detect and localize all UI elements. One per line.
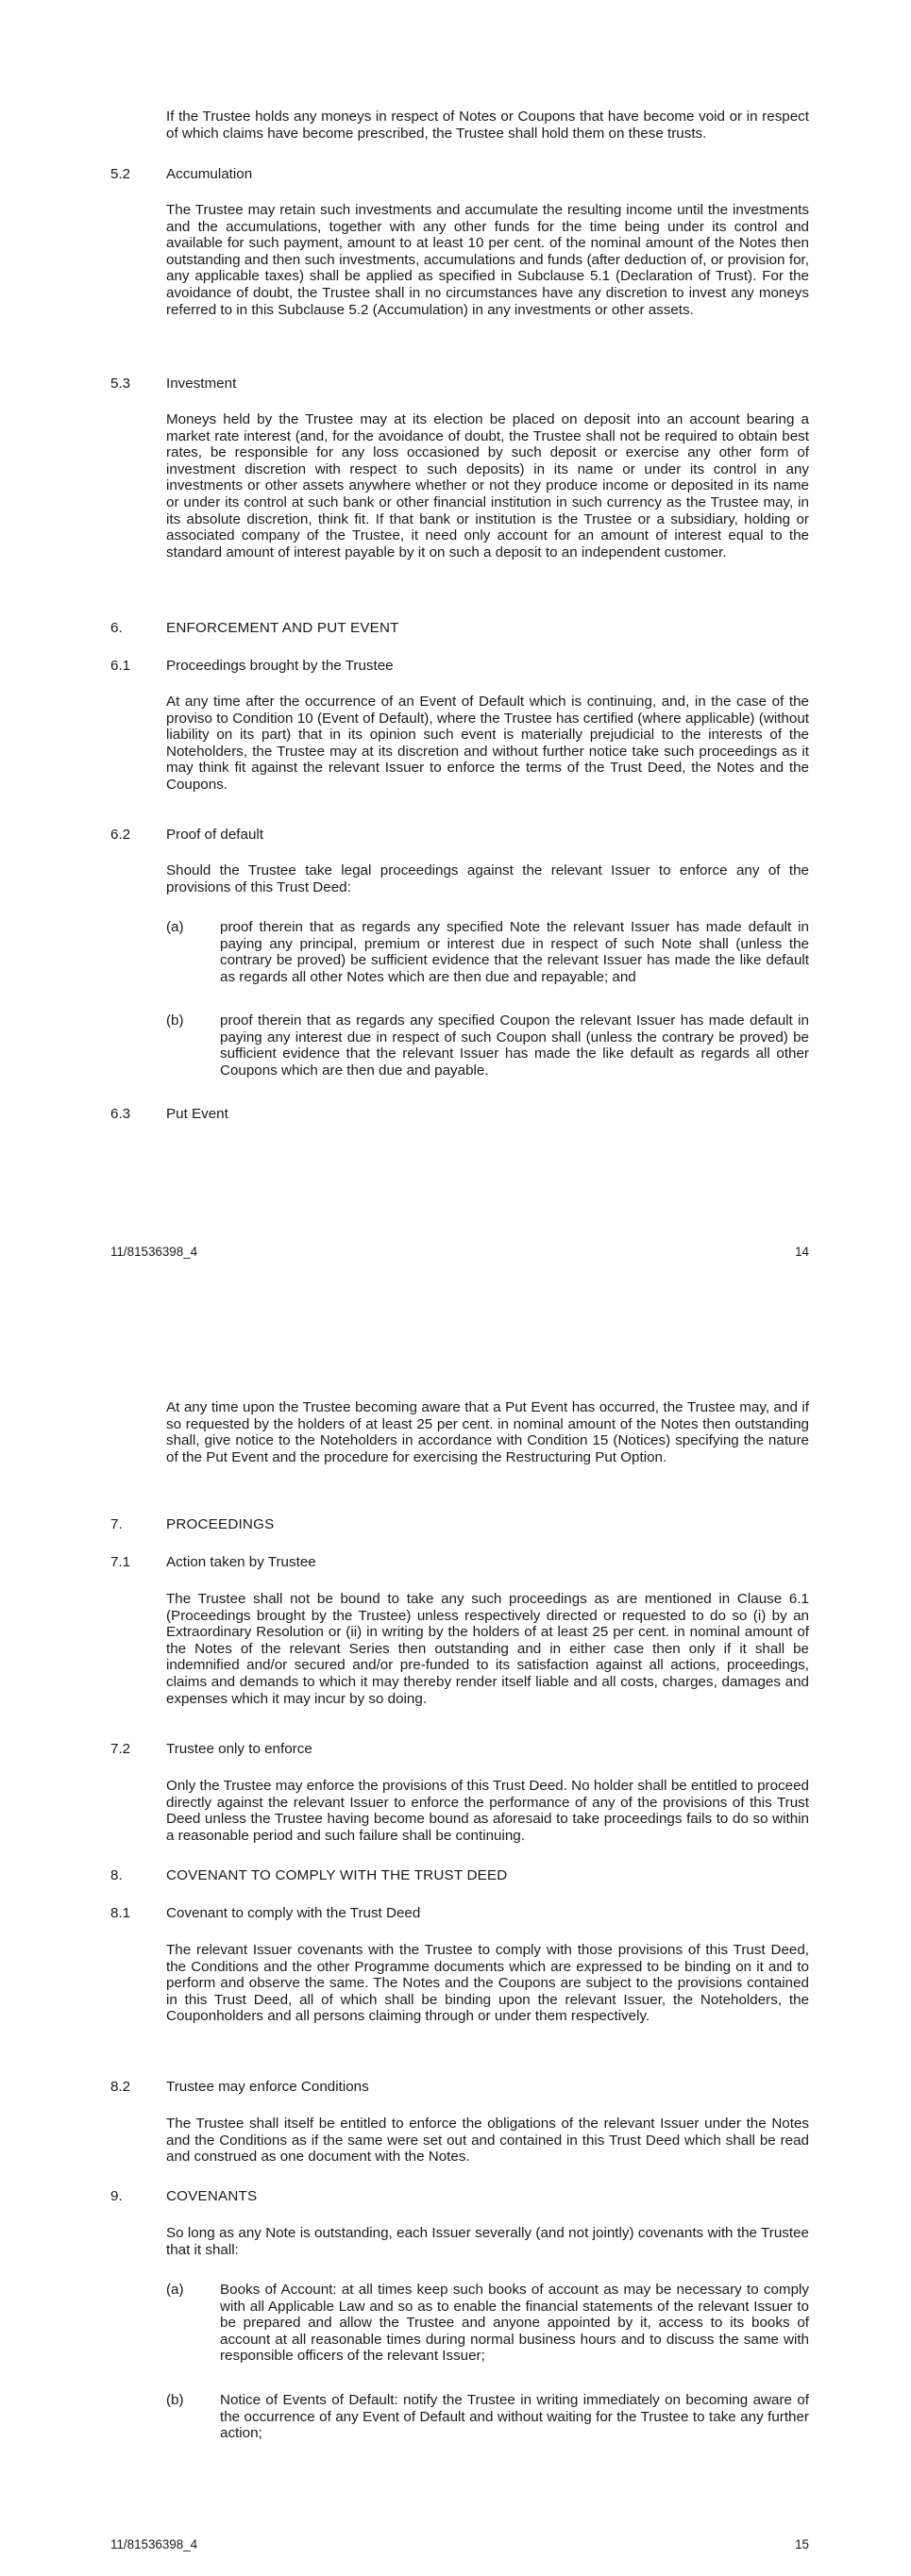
sub-item-text-b: proof therein that as regards any specified Coupon the relevant Issuer has made default in paying any interest due in respect of such Coupon shall (unless the contrary be proved) be sufficient evidence that the relevant Issuer has made the like default as regards all other Coupons which are then due and payable.	[220, 1012, 809, 1079]
covenant-text-b: Notice of Events of Default: notify the Trustee in writing immediately on becoming aware of the occurrence of any Event of Default and without waiting for the Trustee to take any further action;	[220, 2392, 809, 2442]
section-heading-proceedings: PROCEEDINGS	[166, 1516, 275, 1532]
section-heading-enforcement: ENFORCEMENT AND PUT EVENT	[166, 620, 399, 636]
clause-7-2-text: Only the Trustee may enforce the provisions of this Trust Deed. No holder shall be entitled to proceed directly against the relevant Issuer to enforce the performance of any of the provisions of this Trust Deed unless the Trustee having become bound as aforesaid to take proceedings fails to do so within a reasonable period and such failure shall be continuing.	[166, 1778, 809, 1844]
clause-heading-proceedings-brought: Proceedings brought by the Trustee	[166, 658, 394, 674]
covenant-letter-a: (a)	[166, 2282, 184, 2298]
clause-number-7-2: 7.2	[110, 1741, 131, 1757]
clause-7-1-text: The Trustee shall not be bound to take any such proceedings as are mentioned in Clause 6.1 (Proceedings brought by the Trustee) unless respectively directed or requested to do so (i) by an Extraordinary Resolution or (ii) in writing by the holders of at least 25 per cent. in nominal amount of the Notes of the relevant Series then outstanding and in either case then only if it shall be indemnified and/or secured and/or pre-funded to its satisfaction against all actions, proceedings, claims and demands to which it may thereby render itself liable and all costs, charges, damages and expenses which it may incur by so doing.	[166, 1591, 809, 1707]
section-9-text: So long as any Note is outstanding, each Issuer severally (and not jointly) covenants with the Trustee that it shall:	[166, 2225, 809, 2258]
section-heading-covenant: COVENANT TO COMPLY WITH THE TRUST DEED	[166, 1867, 508, 1883]
sub-item-text-a: proof therein that as regards any specified Note the relevant Issuer has made default in paying any principal, premium or interest due in respect of such Note shall (unless the contrary be proved) be sufficient evidence that the relevant Issuer has made the like default as regards all other Notes which are then due and repayable; and	[220, 919, 809, 985]
clause-6-2-text: Should the Trustee take legal proceedings against the relevant Issuer to enforce any of the provisions of this Trust Deed:	[166, 862, 809, 895]
intro-paragraph: If the Trustee holds any moneys in respect of Notes or Coupons that have become void or in respect of which claims have become prescribed, the Trustee shall hold them on these trusts.	[166, 109, 809, 142]
clause-number-6-3: 6.3	[110, 1106, 131, 1122]
clause-number-6-1: 6.1	[110, 658, 131, 674]
sub-item-letter-b: (b)	[166, 1012, 184, 1029]
clause-heading-put-event: Put Event	[166, 1106, 228, 1122]
clause-6-1-text: At any time after the occurrence of an Event of Default which is continuing, and, in the case of the proviso to Condition 10 (Event of Default), where the Trustee has certified (where applicable) (without liability on its part) that in its opinion such event is materially prejudicial to the interests of the Noteholders, the Trustee may at its discretion and without further notice take such proceedings as it may think fit against the relevant Issuer to enforce the terms of the Trust Deed, the Notes and the Coupons.	[166, 694, 809, 793]
sub-item-letter-a: (a)	[166, 919, 184, 935]
footer-page-number: 15	[795, 2537, 809, 2551]
clause-number-6-2: 6.2	[110, 827, 131, 843]
footer-document-reference: 11/81536398_4	[110, 2537, 198, 2551]
clause-heading-accumulation: Accumulation	[166, 166, 253, 182]
clause-heading-action-taken: Action taken by Trustee	[166, 1554, 316, 1570]
clause-number-7-1: 7.1	[110, 1554, 131, 1570]
clause-heading-trustee-enforce: Trustee may enforce Conditions	[166, 2079, 369, 2095]
put-event-paragraph: At any time upon the Trustee becoming aware that a Put Event has occurred, the Trustee may, and if so requested by the holders of at least 25 per cent. in nominal amount of the Notes then outstanding shall, give notice to the Noteholders in accordance with Condition 15 (Notices) specifying the nature of the Put Event and the procedure for exercising the Restructuring Put Option.	[166, 1399, 809, 1465]
footer-document-reference: 11/81536398_4	[110, 1245, 198, 1259]
clause-heading-proof-of-default: Proof of default	[166, 827, 264, 843]
section-number-6: 6.	[110, 620, 123, 636]
clause-8-2-text: The Trustee shall itself be entitled to enforce the obligations of the relevant Issuer under the Notes and the Conditions as if the same were set out and contained in this Trust Deed which shall be read and construed as one document with the Notes.	[166, 2116, 809, 2166]
clause-heading-investment: Investment	[166, 376, 237, 392]
clause-heading-covenant-comply: Covenant to comply with the Trust Deed	[166, 1905, 421, 1921]
clause-number-5-2: 5.2	[110, 166, 131, 182]
clause-5-3-text: Moneys held by the Trustee may at its election be placed on deposit into an account bearing a market rate interest (and, for the avoidance of doubt, the Trustee shall not be required to obtain best rates, be responsible for any loss occasioned by such deposit or exercise any other form of investment discretion with respect to such deposits) in its name or under its control in any investments or other assets anywhere whether or not they produce income or deposited in its name or under its control at such bank or other financial institution in such currency as the Trustee may, in its absolute discretion, think fit. If that bank or institution is the Trustee or a subsidiary, holding or associated company of the Trustee, it need only account for an amount of interest equal to the standard amount of interest payable by it on such a deposit to an independent customer.	[166, 411, 809, 560]
section-number-9: 9.	[110, 2188, 123, 2204]
clause-5-2-text: The Trustee may retain such investments and accumulate the resulting income until the investments and the accumulations, together with any other funds for the time being under its control and available for such payment, amount to at least 10 per cent. of the nominal amount of the Notes then outstanding and then such investments, accumulations and funds (after deduction of, or provision for, any applicable taxes) shall be applied as specified in Subclause 5.1 (Declaration of Trust). For the avoidance of doubt, the Trustee shall in no circumstances have any discretion to invest any moneys referred to in this Subclause 5.2 (Accumulation) in any investments or other assets.	[166, 202, 809, 318]
covenant-letter-b: (b)	[166, 2392, 184, 2408]
clause-number-5-3: 5.3	[110, 376, 131, 392]
clause-number-8-1: 8.1	[110, 1905, 131, 1921]
clause-heading-trustee-only: Trustee only to enforce	[166, 1741, 312, 1757]
covenant-text-a: Books of Account: at all times keep such books of account as may be necessary to comply with all Applicable Law and so as to enable the financial statements of the relevant Issuer to be prepared and allow the Trustee and anyone appointed by it, access to its books of account at all reasonable times during normal business hours and to discuss the same with responsible officers of the relevant Issuer;	[220, 2282, 809, 2365]
section-number-7: 7.	[110, 1516, 123, 1532]
section-number-8: 8.	[110, 1867, 123, 1883]
clause-8-1-text: The relevant Issuer covenants with the Trustee to comply with those provisions of this Trust Deed, the Conditions and the other Programme documents which are expressed to be binding on it and to perform and observe the same. The Notes and the Coupons are subject to the provisions contained in this Trust Deed, all of which shall be binding upon the relevant Issuer, the Noteholders, the Couponholders and all persons claiming through or under them respectively.	[166, 1942, 809, 2025]
footer-page-number: 14	[795, 1245, 809, 1259]
clause-number-8-2: 8.2	[110, 2079, 131, 2095]
page-15	[0, 1293, 911, 2576]
section-heading-covenants: COVENANTS	[166, 2188, 258, 2204]
